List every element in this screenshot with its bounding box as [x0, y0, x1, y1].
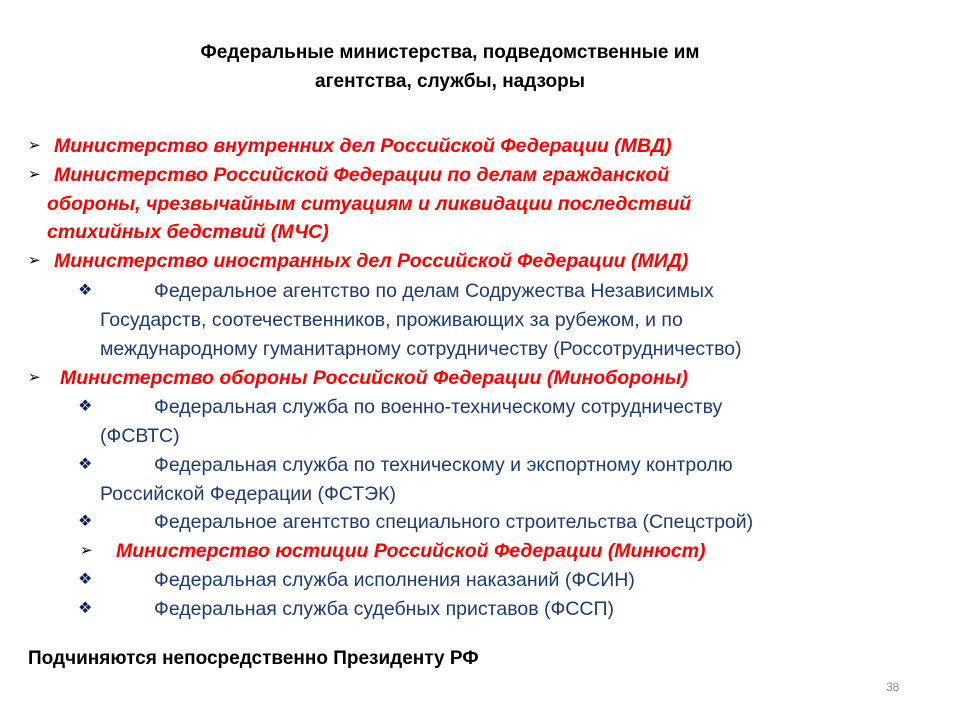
agency-fssp: Федеральная служба судебных приставов (ФССП): [154, 598, 614, 620]
ministry-mchs-line1: Министерство Российской Федерации по делам гражданской: [54, 164, 670, 186]
diamond-bullet-icon: ❖: [78, 571, 93, 588]
agency-fstek-line1: Федеральная служба по техническому и экспортному контролю: [154, 454, 733, 476]
footer-note: Подчиняются непосредственно Президенту РФ: [28, 648, 479, 669]
diamond-bullet-icon: ❖: [78, 282, 93, 299]
ministry-minoborony: Министерство обороны Российской Федерации (Минобороны): [60, 367, 688, 389]
agency-fsvts-line2: (ФСВТС): [100, 425, 180, 447]
slide-title-line1: Федеральные министерства, подведомственные им: [200, 42, 700, 63]
agency-rossotrudnichestvo-line1: Федеральное агентство по делам Содружества Независимых: [154, 280, 714, 302]
agency-fsin: Федеральная служба исполнения наказаний (ФСИН): [154, 569, 635, 591]
diamond-bullet-icon: ❖: [78, 513, 93, 530]
agency-rossotrudnichestvo-line3: международному гуманитарному сотрудничеству (Россотрудничество): [100, 338, 742, 360]
arrow-bullet-icon: ➢: [28, 369, 41, 386]
slide-title-line2: агентства, службы, надзоры: [315, 71, 585, 92]
page-number: 38: [886, 680, 900, 694]
diamond-bullet-icon: ❖: [78, 456, 93, 473]
agency-spetsstroy: Федеральное агентство специального строительства (Спецстрой): [154, 511, 754, 533]
ministry-mchs-line2: обороны, чрезвычайным ситуациям и ликвидации последствий: [47, 193, 692, 215]
ministry-mchs-line3: стихийных бедствий (МЧС): [47, 221, 329, 243]
slide-title: [0, 38, 900, 96]
agency-fstek-line2: Российской Федерации (ФСТЭК): [100, 483, 396, 505]
arrow-bullet-icon: ➢: [28, 166, 41, 183]
diamond-bullet-icon: ❖: [78, 398, 93, 415]
arrow-bullet-icon: ➢: [28, 252, 41, 269]
ministry-mvd: Министерство внутренних дел Российской Федерации (МВД): [54, 135, 672, 157]
arrow-bullet-icon: ➢: [28, 137, 41, 154]
ministry-minjust: Министерство юстиции Российской Федерации (Минюст): [116, 540, 706, 562]
agency-fsvts-line1: Федеральная служба по военно-техническому сотрудничеству: [154, 396, 723, 418]
agency-rossotrudnichestvo-line2: Государств, соотечественников, проживающих за рубежом, и по: [100, 309, 683, 331]
diamond-bullet-icon: ❖: [78, 600, 93, 617]
ministry-mid: Министерство иностранных дел Российской Федерации (МИД): [54, 250, 689, 272]
arrow-bullet-icon: ➢: [80, 542, 93, 559]
